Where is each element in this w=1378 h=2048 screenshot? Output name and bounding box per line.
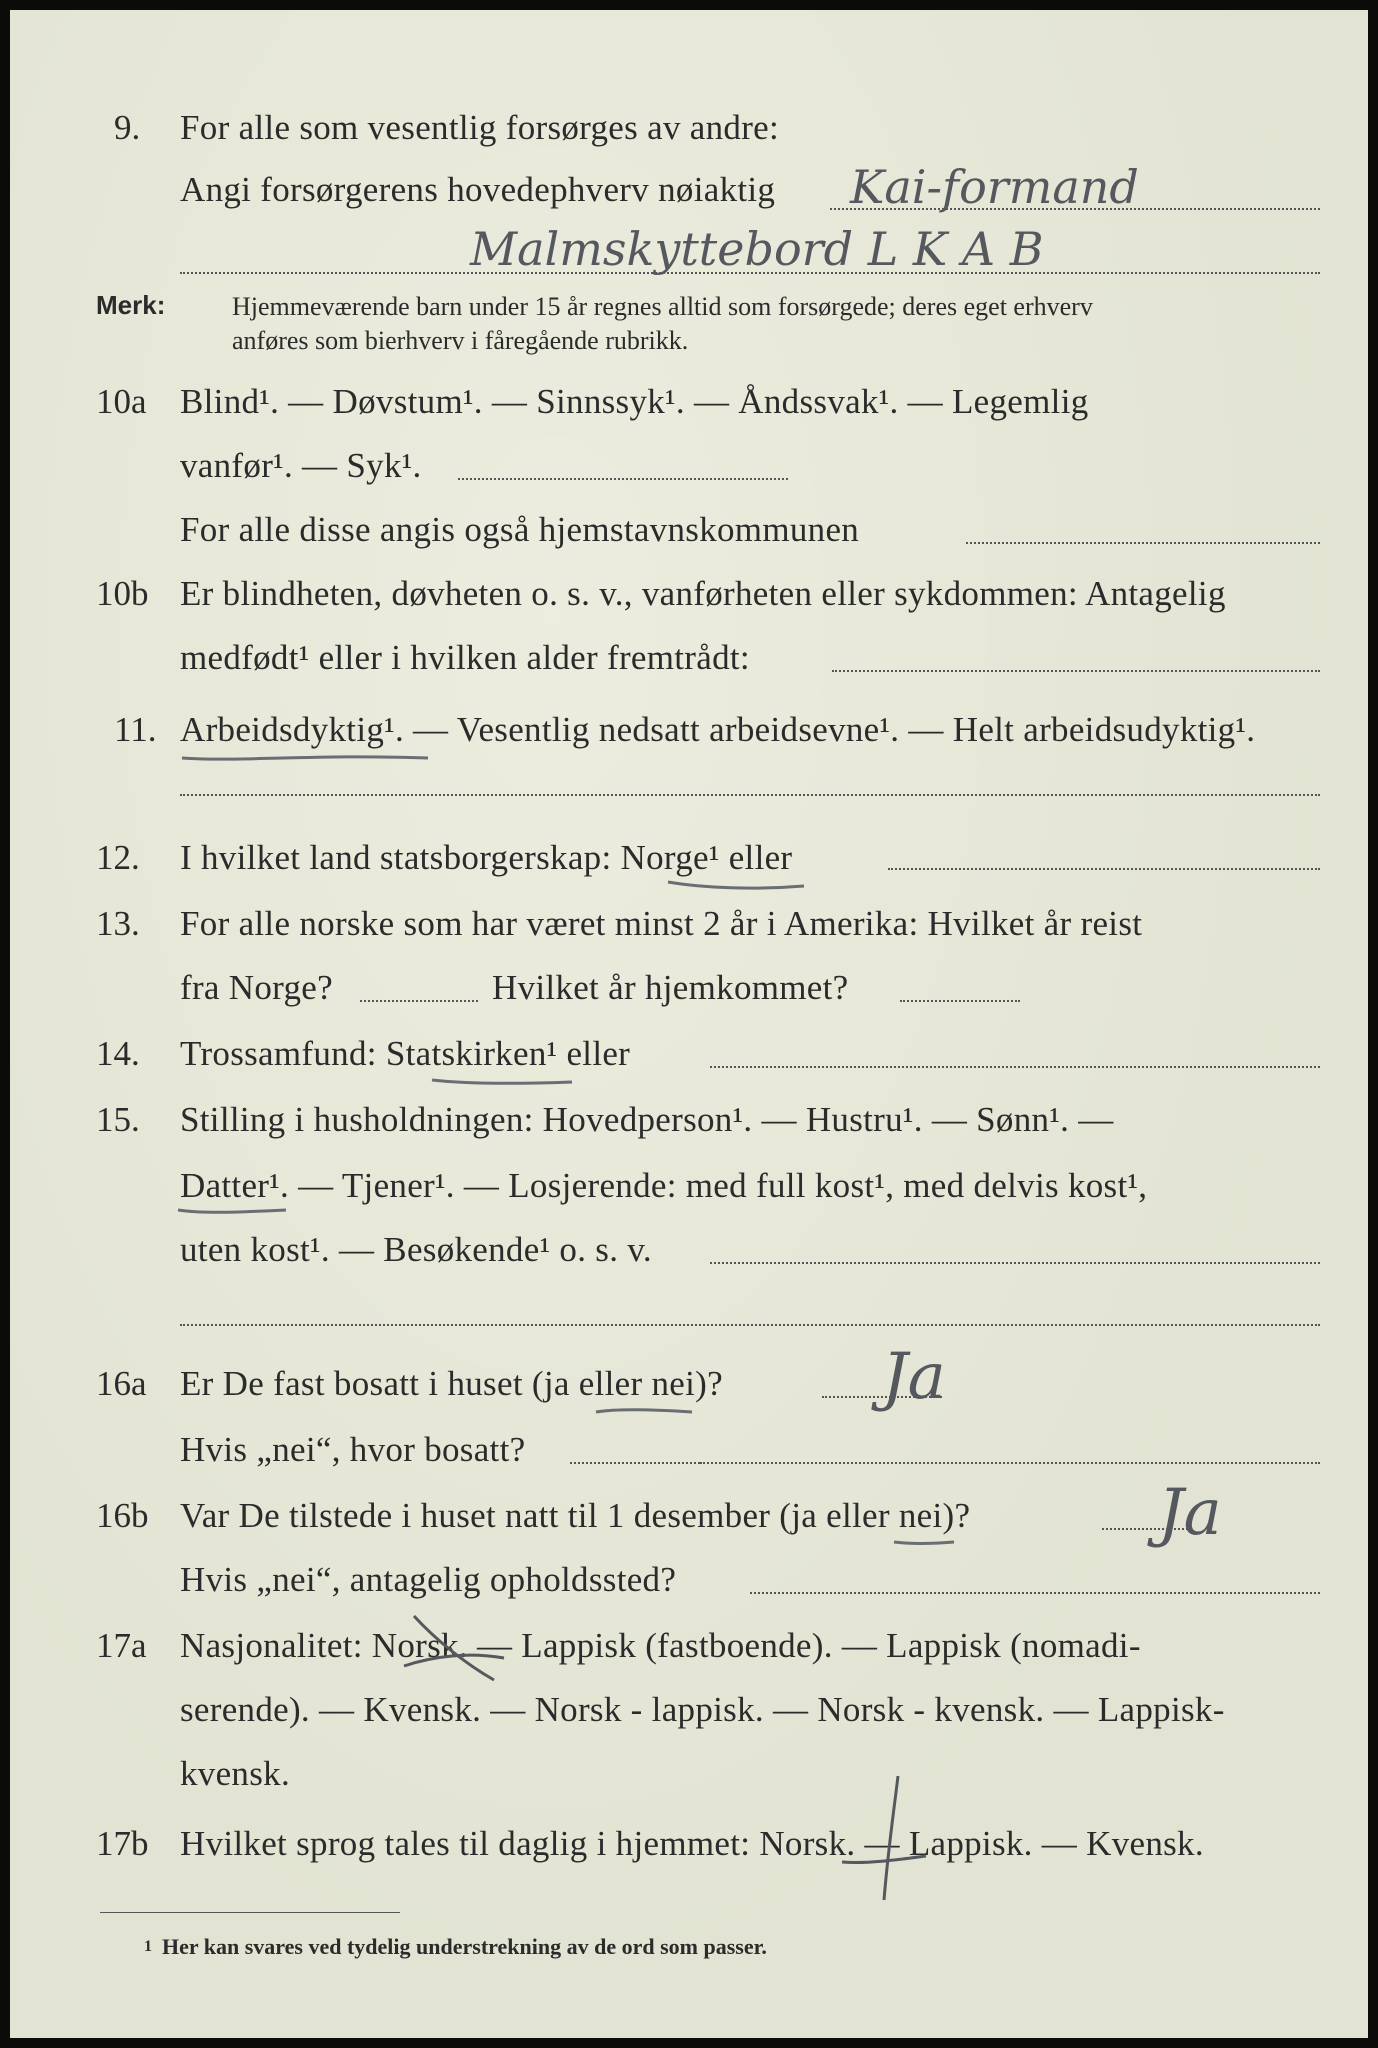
answer-line bbox=[180, 1324, 1320, 1326]
question-17b-line-1: Hvilket sprog tales til daglig i hjemmet: Norsk. — Lappisk. — Kvensk. bbox=[180, 1824, 1204, 1863]
question-number: 14. bbox=[96, 1034, 140, 1073]
question-10a-line-2: vanfør¹. — Syk¹. bbox=[180, 446, 422, 485]
footnote-mark: 1 bbox=[144, 1938, 152, 1955]
footnote-text: Her kan svares ved tydelig understrekning av de ord som passer. bbox=[162, 1934, 767, 1959]
question-16a-line-2: Hvis „nei“, hvor bosatt? bbox=[180, 1430, 526, 1469]
question-10a-line-3: For alle disse angis også hjemstavnskommunen bbox=[180, 510, 860, 549]
answer-line bbox=[710, 1262, 1320, 1264]
answer-line bbox=[888, 868, 1320, 870]
question-number: 17b bbox=[96, 1824, 149, 1863]
question-15-line-3: uten kost¹. — Besøkende¹ o. s. v. bbox=[180, 1230, 652, 1269]
handwritten-underline bbox=[890, 1532, 960, 1552]
question-13-line-1: For alle norske som har været minst 2 år i Amerika: Hvilket år reist bbox=[180, 904, 1143, 943]
question-10b-line-2: medfødt¹ eller i hvilken alder fremtrådt: bbox=[180, 638, 750, 677]
handwritten-cross-mark bbox=[836, 1770, 936, 1910]
question-number: 12. bbox=[96, 838, 140, 877]
question-17a-line-2: serende). — Kvensk. — Norsk - lappisk. — Norsk - kvensk. — Lappisk- bbox=[180, 1690, 1225, 1729]
answer-line bbox=[458, 478, 788, 480]
answer-line bbox=[700, 1462, 1320, 1464]
answer-line bbox=[570, 1462, 700, 1464]
question-13-line-2b: Hvilket år hjemkommet? bbox=[492, 968, 849, 1007]
handwritten-answer-16a: Ja bbox=[882, 1340, 946, 1414]
answer-line bbox=[832, 670, 1320, 672]
handwritten-cross-mark bbox=[394, 1608, 514, 1688]
question-number: 10b bbox=[96, 574, 149, 613]
handwritten-underline bbox=[178, 748, 438, 768]
question-17a-line-1: Nasjonalitet: Norsk. — Lappisk (fastboende). — Lappisk (nomadi- bbox=[180, 1626, 1141, 1665]
question-10b-line-1: Er blindheten, døvheten o. s. v., vanførheten eller sykdommen: Antagelig bbox=[180, 574, 1226, 613]
question-9-line-1: For alle som vesentlig forsørges av andre: bbox=[180, 108, 780, 147]
answer-line bbox=[966, 542, 1320, 544]
census-form-page bbox=[10, 10, 1368, 2038]
handwritten-answer-16b: Ja bbox=[1158, 1476, 1222, 1550]
handwritten-underline bbox=[428, 1072, 578, 1092]
answer-line bbox=[710, 1066, 1320, 1068]
question-number: 16a bbox=[96, 1364, 147, 1403]
question-13-line-2a: fra Norge? bbox=[180, 968, 333, 1007]
handwritten-occupation-continued: Malmskyttebord L K A B bbox=[470, 222, 1044, 276]
question-11-line-1: Arbeidsdyktig¹. — Vesentlig nedsatt arbeidsevne¹. — Helt arbeidsudyktig¹. bbox=[180, 710, 1256, 749]
question-number: 13. bbox=[96, 904, 140, 943]
question-number: 9. bbox=[114, 108, 141, 147]
note-label: Merk: bbox=[96, 290, 166, 320]
question-16b-line-1: Var De tilstede i huset natt til 1 desember (ja eller nei)? bbox=[180, 1496, 971, 1535]
handwritten-underline bbox=[664, 876, 814, 896]
question-number: 16b bbox=[96, 1496, 149, 1535]
answer-line bbox=[180, 794, 1320, 796]
question-14-line-1: Trossamfund: Statskirken¹ eller bbox=[180, 1034, 631, 1073]
note-line-2: anføres som bierhverv i fåregående rubrikk. bbox=[232, 326, 689, 355]
question-number: 11. bbox=[114, 710, 157, 749]
handwritten-underline bbox=[592, 1402, 702, 1422]
note-line-1: Hjemmeværende barn under 15 år regnes alltid som forsørgede; deres eget erhverv bbox=[232, 292, 1093, 321]
question-16a-line-1: Er De fast bosatt i huset (ja eller nei)? bbox=[180, 1364, 723, 1403]
answer-line bbox=[750, 1592, 1320, 1594]
question-15-line-1: Stilling i husholdningen: Hovedperson¹. — Hustru¹. — Sønn¹. — bbox=[180, 1100, 1114, 1139]
question-number: 10a bbox=[96, 382, 147, 421]
handwritten-occupation: Kai-formand bbox=[850, 160, 1139, 214]
question-number: 15. bbox=[96, 1100, 140, 1139]
answer-line bbox=[360, 1000, 478, 1002]
question-12-line-1: I hvilket land statsborgerskap: Norge¹ eller bbox=[180, 838, 793, 877]
question-17a-line-3: kvensk. bbox=[180, 1754, 291, 1793]
answer-line bbox=[900, 1000, 1020, 1002]
question-16b-line-2: Hvis „nei“, antagelig opholdssted? bbox=[180, 1560, 677, 1599]
question-10a-line-1: Blind¹. — Døvstum¹. — Sinnssyk¹. — Åndssvak¹. — Legemlig bbox=[180, 382, 1089, 421]
question-15-line-2: Datter¹. — Tjener¹. — Losjerende: med full kost¹, med delvis kost¹, bbox=[180, 1166, 1148, 1205]
question-number: 17a bbox=[96, 1626, 147, 1665]
footnote-rule bbox=[100, 1912, 400, 1913]
handwritten-underline bbox=[174, 1202, 294, 1222]
question-9-line-2: Angi forsørgerens hovedерhverv nøiaktig bbox=[180, 170, 776, 209]
